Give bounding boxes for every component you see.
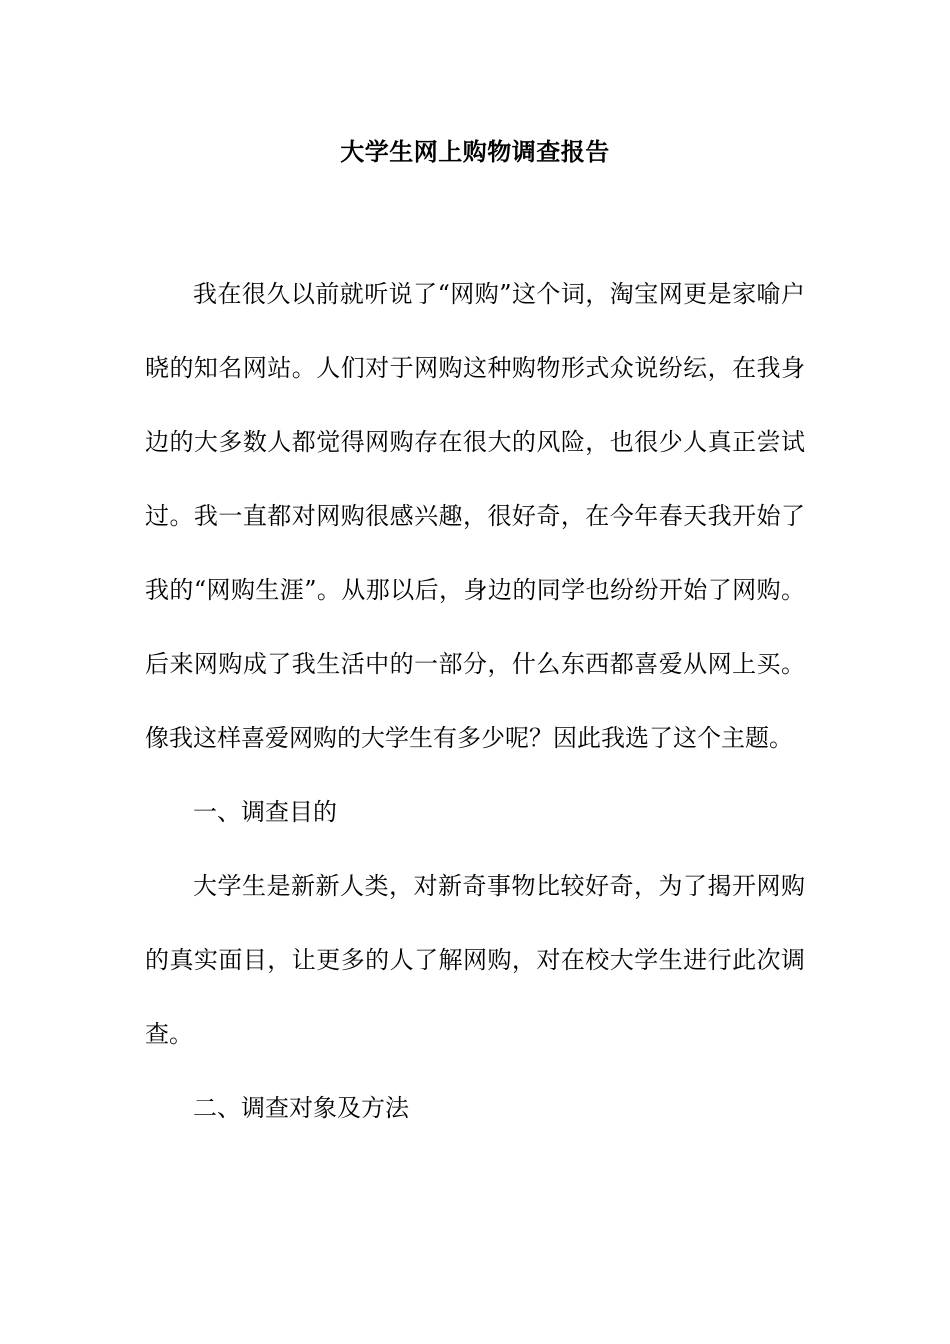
section-heading-method: 二、调查对象及方法 bbox=[193, 1094, 409, 1122]
section-heading-purpose: 一、调查目的 bbox=[193, 798, 337, 826]
purpose-paragraph: 大学生是新新人类，对新奇事物比较好奇，为了揭开网购的真实面目，让更多的人了解网购，对在校大学生进行此次调查。 bbox=[145, 872, 805, 1048]
intro-paragraph: 我在很久以前就听说了“网购”这个词，淘宝网更是家喻户晓的知名网站。人们对于网购这种购物形式众说纷纭，在我身边的大多数人都觉得网购存在很大的风险，也很少人真正尝试过。我一直都对网购很感兴趣，很好奇，在今年春天我开始了我的“网购生涯”。从那以后，身边的同学也纷纷开始了网购。后来网购成了我生活中的一部分，什么东西都喜爱从网上买。像我这样喜爱网购的大学生有多少呢？因此我选了这个主题。 bbox=[145, 280, 805, 752]
document-body bbox=[145, 257, 805, 1145]
document-title: 大学生网上购物调查报告 bbox=[340, 137, 610, 166]
